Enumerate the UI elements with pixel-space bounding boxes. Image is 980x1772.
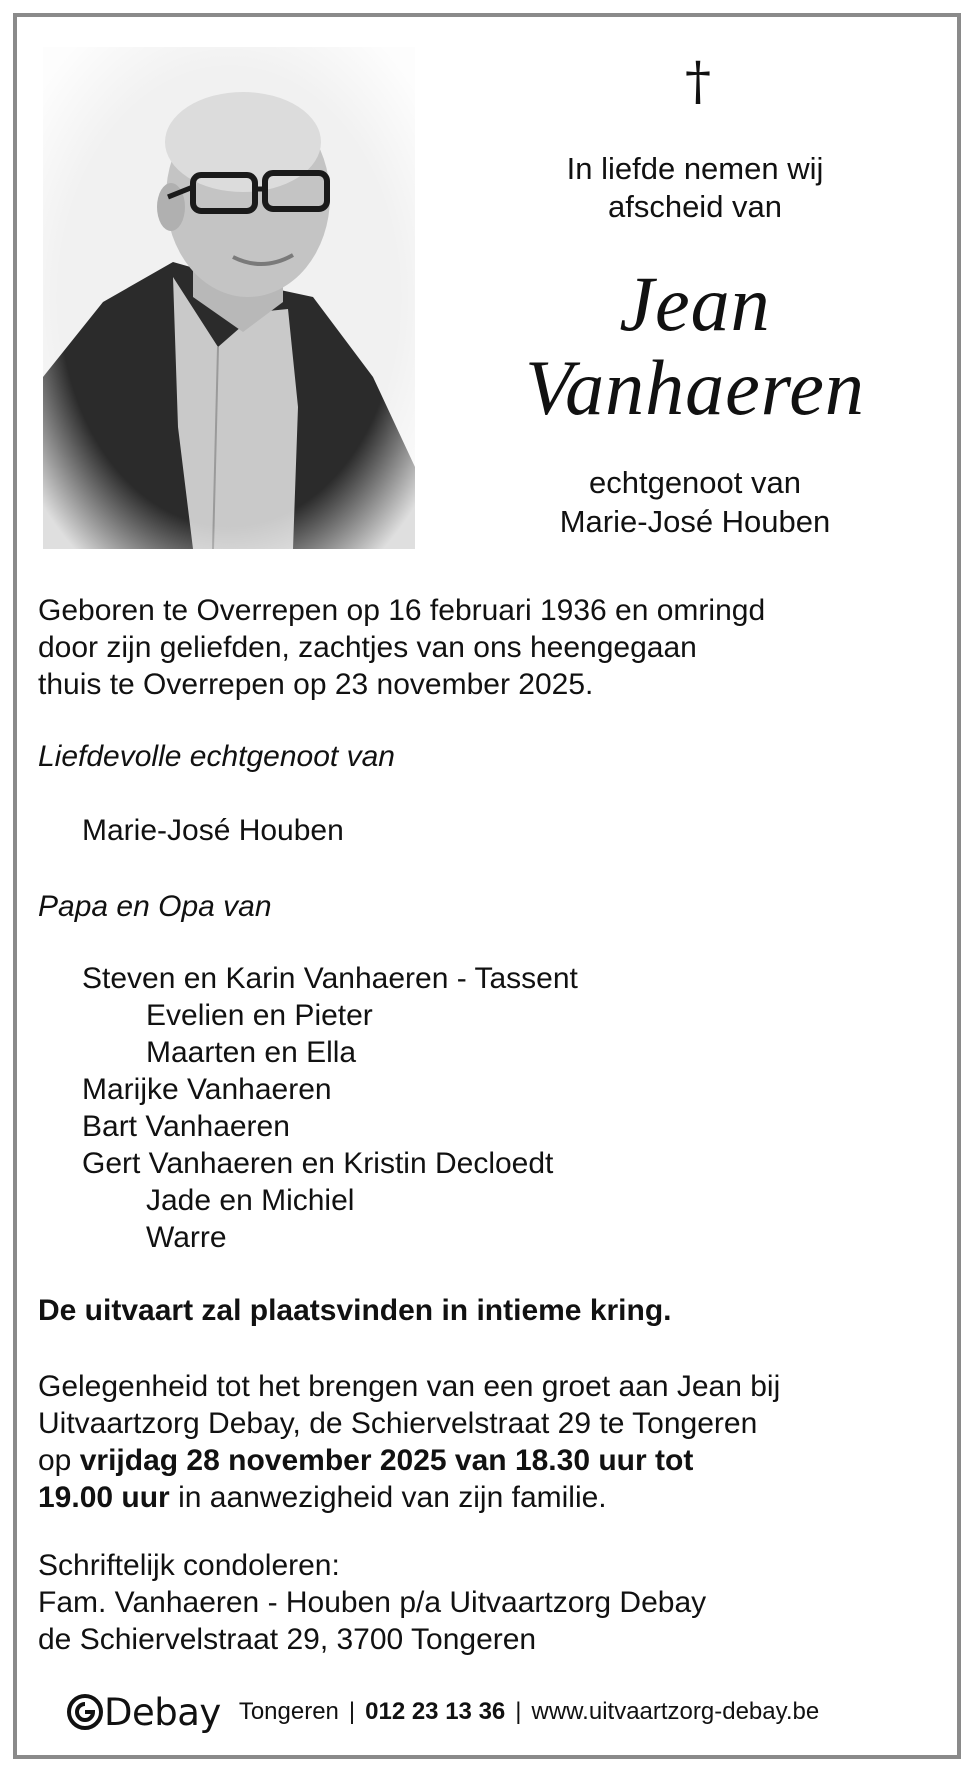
intro-text xyxy=(450,150,940,226)
family-member: Steven en Karin Vanhaeren - Tassent xyxy=(82,962,578,995)
footer-city: Tongeren xyxy=(238,1698,339,1725)
visitation-line: Uitvaartzorg Debay, de Schiervelstraat 29 te Tongeren xyxy=(38,1407,758,1440)
visitation-rest: in aanwezigheid van zijn familie. xyxy=(169,1481,607,1514)
family-member: Evelien en Pieter xyxy=(146,999,373,1032)
birth-line: thuis te Overrepen op 23 november 2025. xyxy=(38,668,594,701)
logo-text: Debay xyxy=(104,1690,221,1734)
visitation-prefix: op xyxy=(38,1444,80,1477)
funeral-notice: De uitvaart zal plaatsvinden in intieme kring. xyxy=(38,1294,672,1327)
condolence-paragraph xyxy=(38,1547,948,1658)
visitation-paragraph xyxy=(38,1368,948,1516)
deceased-name xyxy=(430,262,960,430)
condolence-line: de Schiervelstraat 29, 3700 Tongeren xyxy=(38,1623,537,1656)
spouse-intro xyxy=(450,463,940,541)
visitation-date: vrijdag 28 november 2025 van 18.30 uur tot xyxy=(79,1444,694,1477)
visitation-line xyxy=(38,1442,948,1479)
spouse-heading: Liefdevolle echtgenoot van xyxy=(38,740,395,773)
spouse-intro-name: Marie-José Houben xyxy=(559,504,831,539)
footer xyxy=(66,1689,926,1735)
footer-website[interactable]: www.uitvaartzorg-debay.be xyxy=(531,1698,820,1725)
visitation-line xyxy=(38,1479,948,1516)
last-name: Vanhaeren xyxy=(525,344,865,431)
family-member: Gert Vanhaeren en Kristin Decloedt xyxy=(82,1147,554,1180)
spouse-intro-line: echtgenoot van xyxy=(588,465,801,500)
cross-icon: † xyxy=(685,52,711,112)
spouse-name: Marie-José Houben xyxy=(82,814,344,847)
debay-logo xyxy=(66,1691,221,1734)
footer-phone[interactable]: 012 23 13 36 xyxy=(365,1698,506,1725)
portrait-photo xyxy=(43,47,415,549)
birth-paragraph xyxy=(38,592,948,703)
visitation-end-time: 19.00 uur xyxy=(38,1481,170,1514)
condolence-line: Fam. Vanhaeren - Houben p/a Uitvaartzorg Debay xyxy=(38,1586,707,1619)
birth-line: door zijn geliefden, zachtjes van ons heengegaan xyxy=(38,631,697,664)
visitation-line: Gelegenheid tot het brengen van een groet aan Jean bij xyxy=(38,1370,781,1403)
footer-separator: | xyxy=(348,1698,356,1725)
family-member: Maarten en Ella xyxy=(146,1036,357,1069)
intro-line: In liefde nemen wij xyxy=(566,151,824,186)
condolence-heading: Schriftelijk condoleren: xyxy=(38,1549,340,1582)
family-list xyxy=(38,960,948,1256)
footer-separator: | xyxy=(515,1698,522,1725)
first-name: Jean xyxy=(619,260,771,347)
family-member: Jade en Michiel xyxy=(146,1184,355,1217)
family-member: Bart Vanhaeren xyxy=(82,1110,290,1143)
debay-logo-icon xyxy=(66,1693,104,1731)
birth-line: Geboren te Overrepen op 16 februari 1936 en omringd xyxy=(38,594,766,627)
family-member: Marijke Vanhaeren xyxy=(82,1073,332,1106)
family-heading: Papa en Opa van xyxy=(38,890,272,923)
intro-line: afscheid van xyxy=(607,189,783,224)
family-member: Warre xyxy=(146,1221,227,1254)
